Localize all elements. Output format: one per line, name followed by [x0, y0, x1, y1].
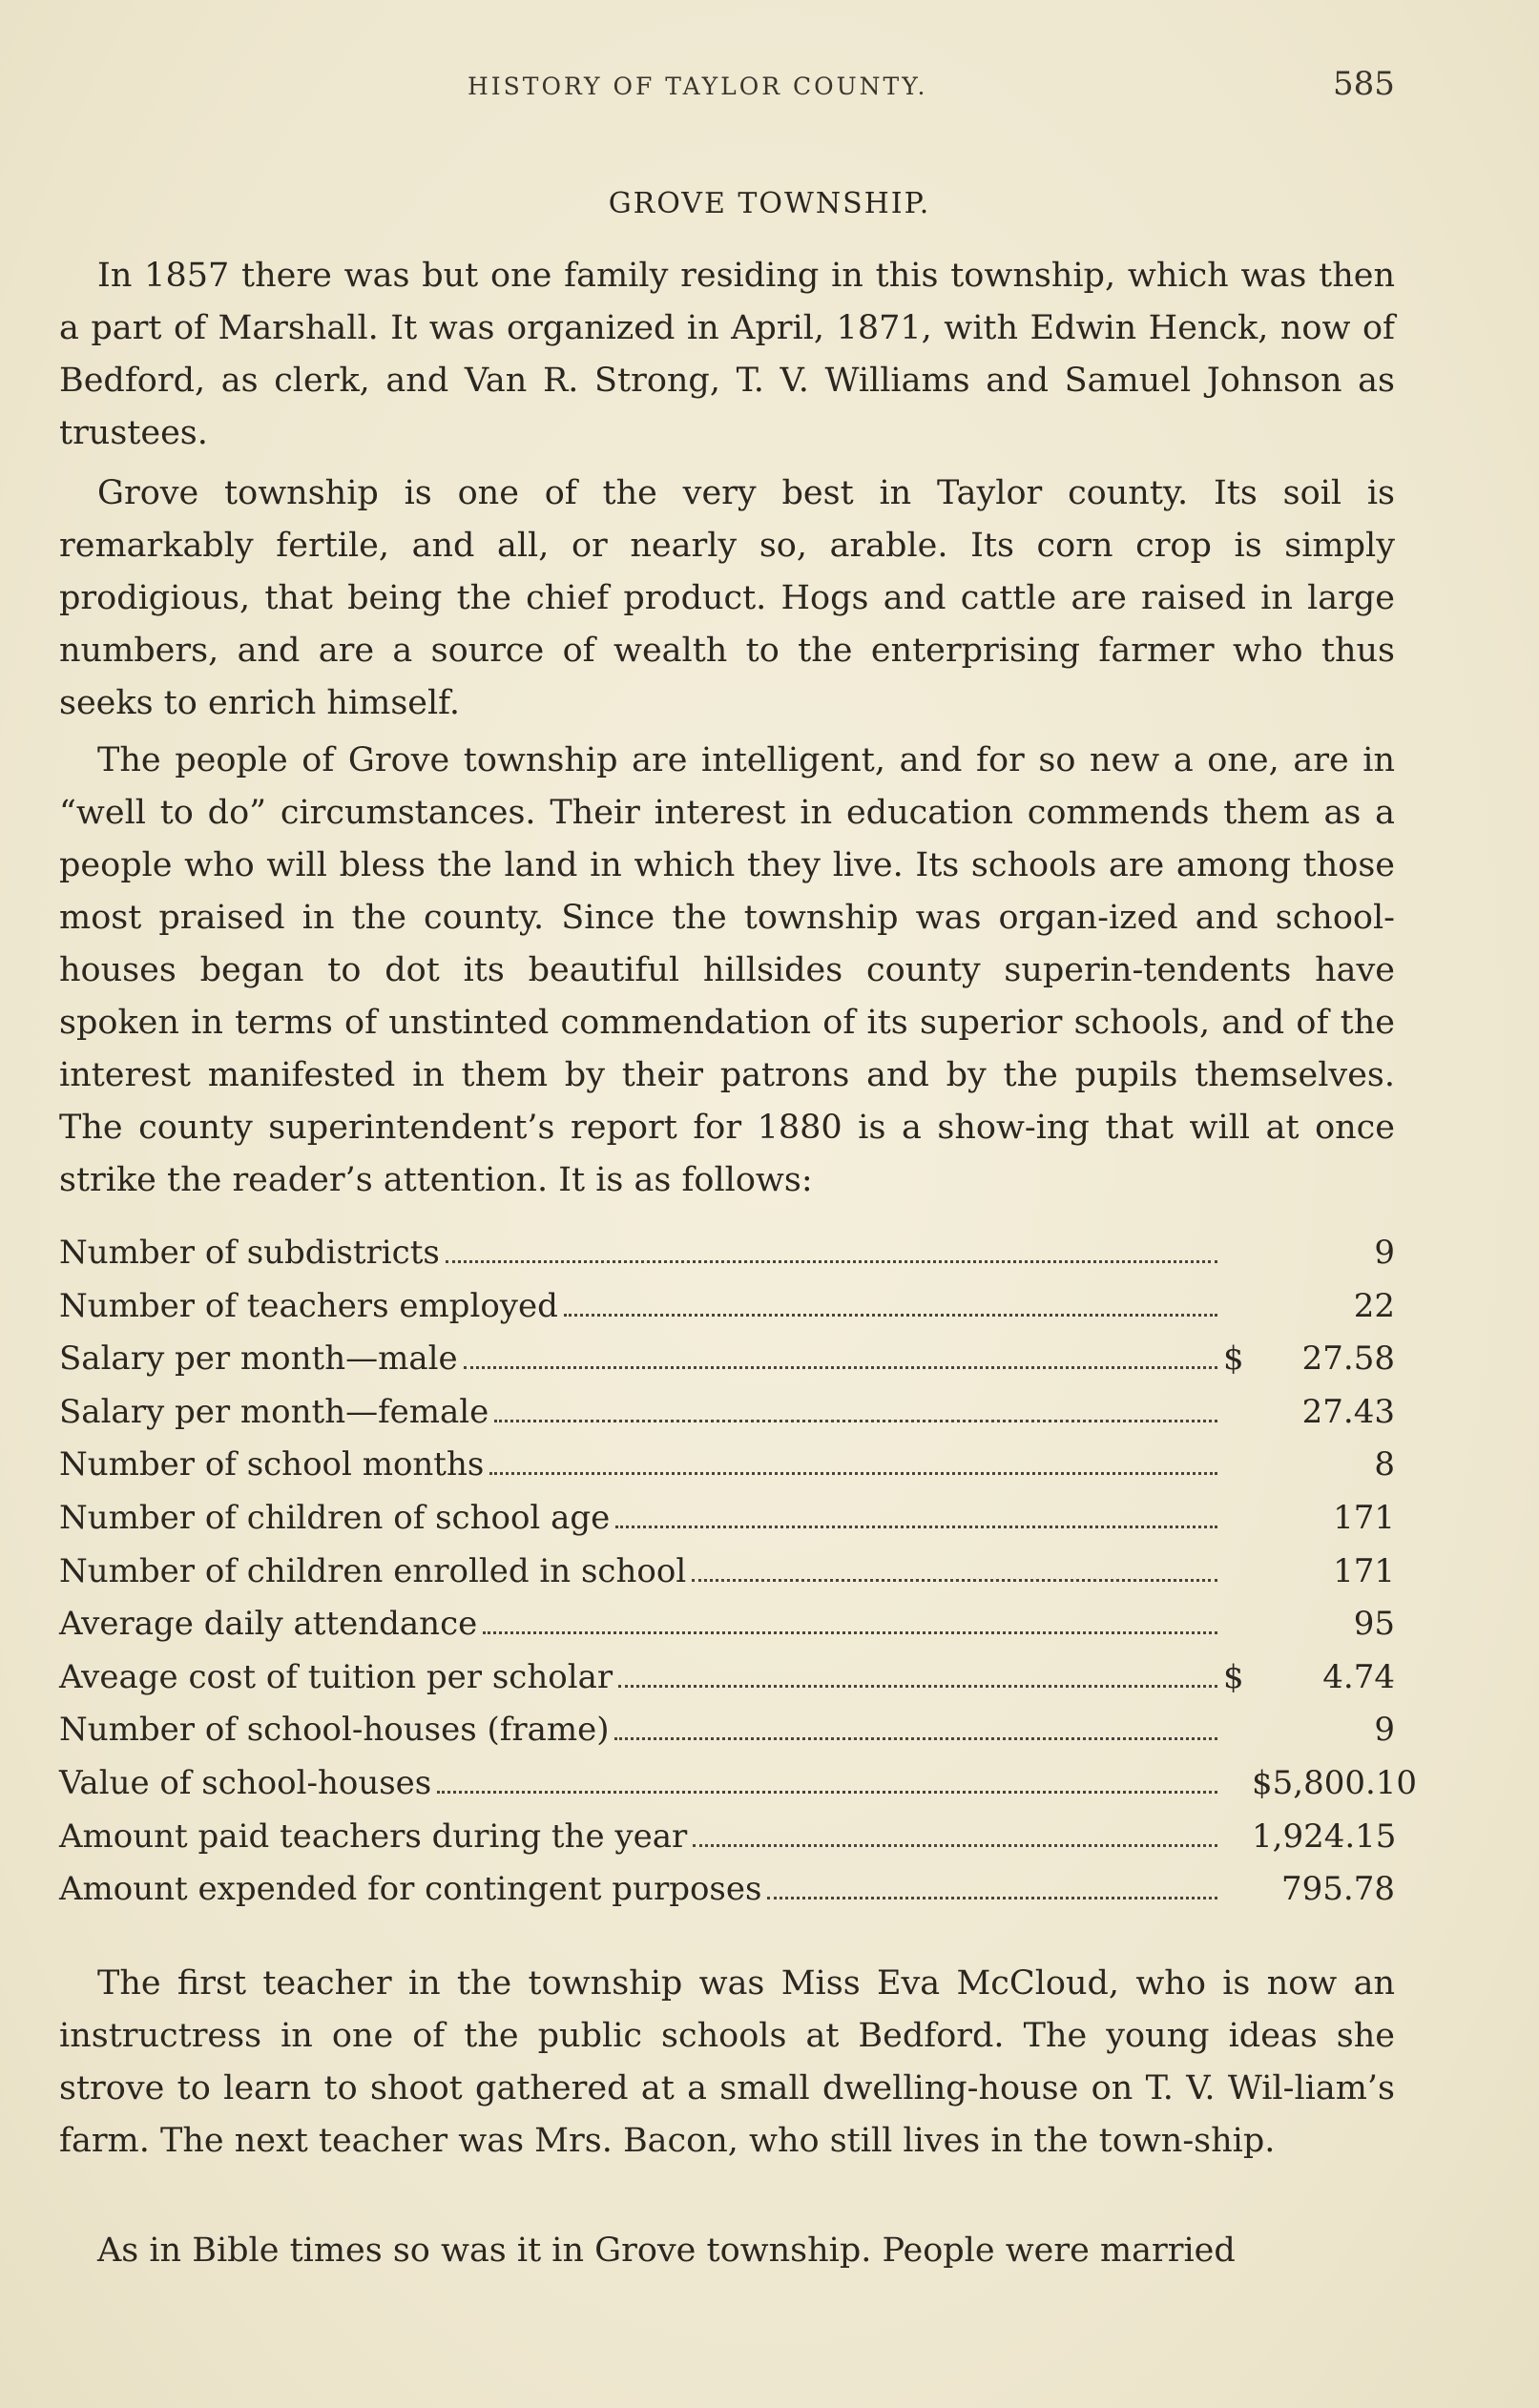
dot-leader — [437, 1790, 1217, 1794]
stat-currency: $ — [1223, 1657, 1244, 1696]
stat-value: 27.43 — [1301, 1392, 1395, 1431]
stat-row — [59, 1870, 1395, 1923]
stat-label: Amount expended for contingent purposes — [59, 1870, 762, 1909]
stat-value: 27.58 — [1301, 1339, 1395, 1379]
stat-label: Number of subdistricts — [59, 1234, 440, 1272]
stat-row — [59, 1339, 1395, 1393]
stat-label: Value of school-houses — [59, 1763, 432, 1802]
dot-leader — [564, 1313, 1217, 1317]
stat-value: 22 — [1353, 1286, 1395, 1325]
stat-value: 171 — [1333, 1498, 1395, 1537]
section-title: GROVE TOWNSHIP. — [608, 187, 931, 220]
stat-label: Salary per month—female — [59, 1392, 489, 1431]
school-statistics-table — [59, 1234, 1418, 1923]
dot-leader — [446, 1259, 1217, 1263]
stat-label: Amount paid teachers during the year — [59, 1816, 688, 1856]
paragraph-founding: In 1857 there was but one family residing in this township, which was then a part of Marshall. It was organized in April, 1871, with Edwin Henck, now of Bedford, as clerk, and Van R. Strong, T. V. Williams and Samuel Johnson as trustees. — [59, 257, 1395, 452]
stat-label: Number of school months — [59, 1445, 485, 1484]
dot-leader — [767, 1896, 1217, 1899]
stat-value: 8 — [1374, 1445, 1395, 1484]
stat-value: 795.78 — [1281, 1870, 1395, 1909]
paragraph-bible-times: As in Bible times so was it in Grove township. People were married — [97, 2232, 1236, 2270]
stat-row — [59, 1287, 1395, 1340]
dot-leader — [489, 1471, 1217, 1475]
running-head: HISTORY OF TAYLOR COUNTY. — [468, 73, 928, 100]
stat-row — [59, 1605, 1395, 1658]
stat-label: Number of school-houses (frame) — [59, 1711, 610, 1750]
stat-value: $5,800.10 — [1252, 1763, 1418, 1802]
dot-leader — [614, 1736, 1217, 1740]
dot-leader — [615, 1525, 1217, 1528]
dot-leader — [618, 1684, 1217, 1688]
stat-row — [59, 1393, 1395, 1446]
stat-row — [59, 1711, 1395, 1764]
paragraph-first-teacher: The first teacher in the township was Miss Eva McCloud, who is now an instructress in one of the public schools at Bedford. The young ideas she strove to learn to shoot gathered at a small dwelling-house on T. V. Wil-liam’s farm. The next teacher was Mrs. Bacon, who still lives in the town-ship. — [59, 1964, 1395, 2160]
page-number: 585 — [1333, 65, 1395, 103]
stat-row — [59, 1552, 1395, 1606]
stat-row — [59, 1499, 1395, 1552]
dot-leader — [692, 1578, 1217, 1582]
stat-row — [59, 1763, 1418, 1817]
dot-leader — [693, 1843, 1217, 1847]
dot-leader — [483, 1630, 1217, 1634]
stat-value: 9 — [1374, 1234, 1395, 1272]
stat-value: 9 — [1374, 1711, 1395, 1750]
paragraph-education: The people of Grove township are intelligent, and for so new a one, are in “well to do” circumstances. Their interest in education commends them as a people who will bless the land in which they live. Its schools are among those most praised in the county. Since the township was organ-ized and school-houses began to dot its beautiful hillsides county superin-tendents have spoken in terms of unstinted commendation of its superior schools, and of the interest manifested in them by their patrons and by the pupils themselves. The county superintendent’s report for 1880 is a show-ing that will at once strike the reader’s attention. It is as follows: — [59, 741, 1395, 1199]
stat-currency: $ — [1223, 1339, 1244, 1379]
stat-value: 95 — [1353, 1605, 1395, 1644]
stat-value: 1,924.15 — [1252, 1816, 1397, 1856]
dot-leader — [494, 1419, 1217, 1422]
stat-label: Number of children of school age — [59, 1498, 611, 1537]
stat-row — [59, 1234, 1395, 1287]
stat-row — [59, 1445, 1395, 1499]
stat-row — [59, 1658, 1395, 1712]
stat-label: Average daily attendance — [59, 1605, 478, 1644]
dot-leader — [464, 1365, 1217, 1369]
stat-row — [59, 1817, 1395, 1871]
stat-value: 4.74 — [1322, 1657, 1395, 1696]
stat-label: Aveage cost of tuition per scholar — [59, 1657, 614, 1696]
stat-value: 171 — [1333, 1551, 1395, 1590]
stat-label: Salary per month—male — [59, 1339, 458, 1379]
stat-label: Number of teachers employed — [59, 1286, 558, 1325]
paragraph-soil: Grove township is one of the very best in Taylor county. Its soil is remarkably fertile, and all, or nearly so, arable. Its corn crop is simply prodigious, that being the chief product. Hogs and cattle are raised in large numbers, and are a source of wealth to the enterprising farmer who thus seeks to enrich himself. — [59, 474, 1395, 722]
stat-label: Number of children enrolled in school — [59, 1551, 687, 1590]
